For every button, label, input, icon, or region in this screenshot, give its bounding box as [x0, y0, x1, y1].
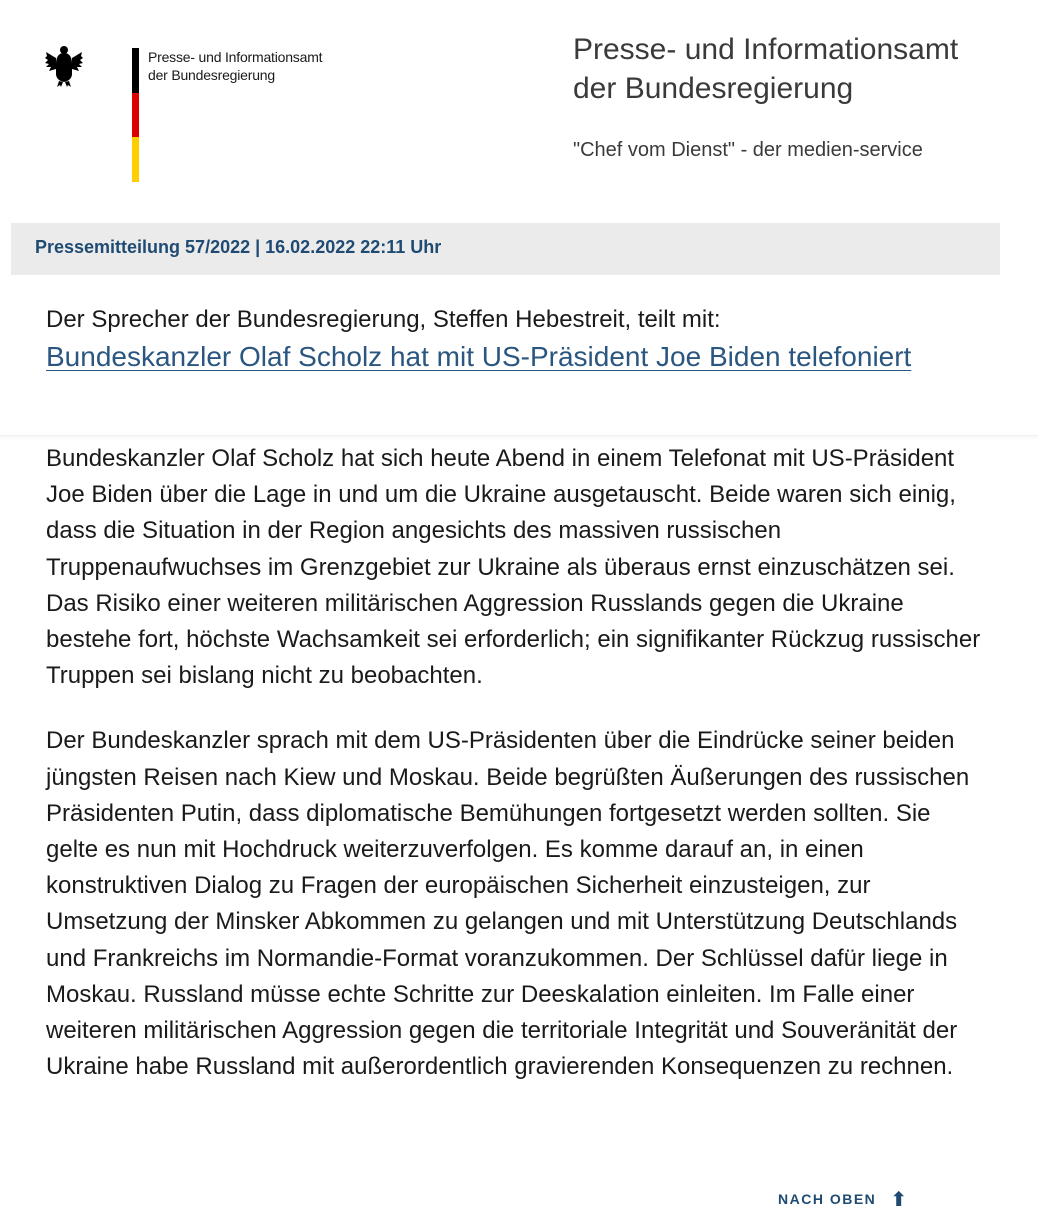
article-paragraph-1: Bundeskanzler Olaf Scholz hat sich heute Abend in einem Telefonat mit US-Präsident Joe Biden über die Lage in und um die Ukraine ausgetauscht. Beide waren sich einig, dass die Situation in der Region angesichts des massiven russischen Truppenaufwuchses im Grenzgebiet zur Ukraine als überaus ernst einzuschätzen sei. Das Risiko einer weiteren militärischen Aggression Russlands gegen die Ukraine bestehe fort, höchste Wachsamkeit sei erforderlich; ein signifikanter Rückzug russischer Truppen sei bislang nicht zu beobachten. — [46, 445, 981, 690]
logo-text-line2: der Bundesregierung — [148, 67, 275, 83]
german-flag-bar — [132, 48, 139, 182]
article-headline-link[interactable]: Bundeskanzler Olaf Scholz hat mit US-Präsident Joe Biden telefoniert — [46, 341, 912, 372]
flag-red-stripe — [132, 93, 139, 138]
press-release-meta-bar — [11, 223, 1000, 275]
federal-eagle-icon — [44, 44, 84, 88]
org-title-line1: Presse- und Informationsamt — [573, 33, 959, 66]
article-intro: Der Sprecher der Bundesregierung, Steffen Hebestreit, teilt mit: — [46, 306, 721, 333]
press-release-meta: Pressemitteilung 57/2022 | 16.02.2022 22:11 Uhr — [35, 237, 442, 257]
logo-text — [148, 48, 322, 84]
article-body — [46, 441, 986, 1114]
flag-black-stripe — [132, 48, 139, 93]
flag-gold-stripe — [132, 137, 139, 182]
org-subtitle: "Chef vom Dienst" - der medien-service — [573, 139, 923, 161]
bpa-logo[interactable] — [44, 44, 323, 144]
article-paragraph-2: Der Bundeskanzler sprach mit dem US-Präsidenten über die Eindrücke seiner beiden jüngsten Reisen nach Kiew und Moskau. Beide begrüßten Äußerungen des russischen Präsidenten Putin, dass diplomatische Bemühungen fortgesetzt werden sollten. Sie gelte es nun mit Hochdruck weiterzuverfolgen. Es komme darauf an, in einen konstruktiven Dialog zu Fragen der europäischen Sicherheit einzusteigen, zur Umsetzung der Minsker Abkommen zu gelangen und mit Unterstützung Deutschlands und Frankreichs im Normandie-Format voranzukommen. Der Schlüssel dafür liege in Moskau. Russland müsse echte Schritte zur Deeskalation einleiten. Im Falle einer weiteren militärischen Aggression gegen die territoriale Integrität und Souveränität der Ukraine habe Russland mit außerordentlich gravierenden Konsequenzen zu rechnen. — [46, 727, 970, 1081]
article-intro-box — [0, 275, 1038, 436]
back-to-top-label: NACH OBEN — [778, 1191, 877, 1207]
org-title-line2: der Bundesregierung — [573, 72, 854, 105]
org-title — [573, 30, 958, 108]
chevron-up-icon: ⬆︎ — [890, 1189, 909, 1211]
page-header — [0, 0, 1038, 200]
logo-text-line1: Presse- und Informationsamt — [148, 49, 323, 65]
